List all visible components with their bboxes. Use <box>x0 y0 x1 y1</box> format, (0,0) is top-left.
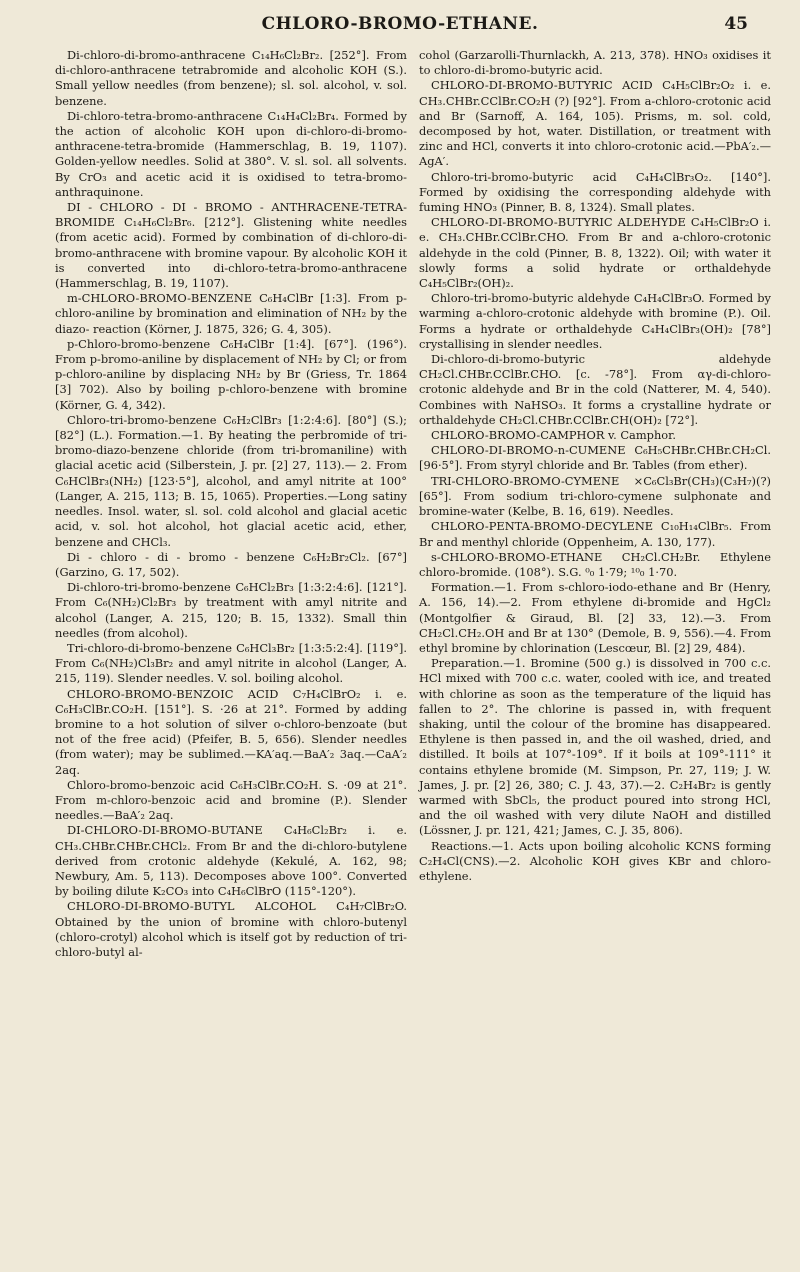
entry-continuation: cohol (Garzarolli-Thurnlackh, A. 213, 378). HNO₃ oxidises it to chloro-di-bromo-butyric acid. <box>419 48 771 78</box>
right-column <box>419 48 771 884</box>
entry: s-CHLORO-BROMO-ETHANE CH₂Cl.CH₂Br. Ethylene chloro-bromide. (108°). S.G. ⁰₀ 1·79; ¹⁰₀ 1·70. <box>419 549 771 579</box>
entry: CHLORO-DI-BROMO-BUTYRIC ALDEHYDE C₄H₅ClBr₂O i. e. CH₃.CHBr.CClBr.CHO. From Br and a-chloro-crotonic aldehyde in the cold (Pinner, B. 8, 1322). Oil; with water it slowly forms a solid hydrate or orthaldehyde C₄H₅ClBr₂(OH)₂. <box>419 215 771 291</box>
entry: Di-chloro-tri-bromo-benzene C₆HCl₂Br₃ [1:3:2:4:6]. [121°]. From C₆(NH₂)Cl₂Br₃ by treatment with amyl nitrite and alcohol (Langer, A. 215, 120; B. 15, 1332). Small thin needles (from alcohol). <box>55 580 407 640</box>
entry: CHLORO-DI-BROMO-BUTYRIC ACID C₄H₅ClBr₂O₂ i. e. CH₃.CHBr.CClBr.CO₂H (?) [92°]. From a-chloro-crotonic acid and Br (Sarnoff, A. 164, 105). Prisms, m. sol. cold, decomposed by hot, water. Distillation, or treatment with zinc and HCl, converts it into chloro-crotonic acid.—PbA′₂.—AgA′. <box>419 78 771 169</box>
entry: m-CHLORO-BROMO-BENZENE C₆H₄ClBr [1:3]. From p-chloro-aniline by bromination and elimination of NH₂ by the diazo- reaction (Körner, J. 1875, 326; G. 4, 305). <box>55 291 407 336</box>
entry: Reactions.—1. Acts upon boiling alcoholic KCNS forming C₂H₄Cl(CNS).—2. Alcoholic KOH gives KBr and chloro-ethylene. <box>419 838 771 883</box>
entry: Chloro-tri-bromo-butyric aldehyde C₄H₄ClBr₃O. Formed by warming a-chloro-crotonic aldehyde with bromine (P.). Oil. Forms a hydrate or orthaldehyde C₄H₄ClBr₃(OH)₂ [78°] crystallising in slender needles. <box>419 291 771 351</box>
entry: Chloro-tri-bromo-benzene C₆H₂ClBr₃ [1:2:4:6]. [80°] (S.); [82°] (L.). Formation.—1. By heating the perbromide of tri-bromo-diazo-benzene chloride (from tri-bromaniline) with glacial acetic acid (Silberstein, J. pr. [2] 27, 113).— 2. From C₆HClBr₃(NH₂) [123·5°], alcohol, and amyl nitrite at 100° (Langer, A. 215, 113; B. 15, 1065). Properties.—Long satiny needles. Insol. water, sl. sol. cold alcohol and glacial acetic acid, v. sol. hot alcohol, hot glacial acetic acid, ether, benzene and CHCl₃. <box>55 412 407 549</box>
entry: DI - CHLORO - DI - BROMO - ANTHRACENE-TETRA-BROMIDE C₁₄H₆Cl₂Br₆. [212°]. Glistening white needles (from acetic acid). Formed by combination of di-chloro-di-bromo-anthracene with bromine vapour. By alcoholic KOH it is converted into di-chloro-tetra-bromo-anthracene (Hammerschlag, B. 19, 1107). <box>55 200 407 291</box>
entry: CHLORO-PENTA-BROMO-DECYLENE C₁₀H₁₄ClBr₅. From Br and menthyl chloride (Oppenheim, A. 130, 177). <box>419 519 771 549</box>
entry: Di-chloro-di-bromo-anthracene C₁₄H₆Cl₂Br₂. [252°]. From di-chloro-anthracene tetrabromide and alcoholic KOH (S.). Small yellow needles (from benzene); sl. sol. alcohol, v. sol. benzene. <box>55 48 407 108</box>
entry: DI-CHLORO-DI-BROMO-BUTANE C₄H₆Cl₂Br₂ i. e. CH₃.CHBr.CHBr.CHCl₂. From Br and the di-chloro-butylene derived from crotonic aldehyde (Kekulé, A. 162, 98; Newbury, Am. 5, 113). Decomposes above 100°. Converted by boiling dilute K₂CO₃ into C₄H₆ClBrO (115°-120°). <box>55 823 407 899</box>
running-title: CHLORO-BROMO-ETHANE. <box>261 14 539 34</box>
entry: Chloro-bromo-benzoic acid C₆H₃ClBr.CO₂H. S. ·09 at 21°. From m-chloro-benzoic acid and bromine (P.). Slender needles.—BaA′₂ 2aq. <box>55 777 407 823</box>
page-header <box>50 14 750 40</box>
entry: TRI-CHLORO-BROMO-CYMENE ×C₆Cl₃Br(CH₃)(C₃H₇)(?) [65°]. From sodium tri-chloro-cymene sulphonate and bromine-water (Kelbe, B. 16, 619). Needles. <box>419 473 771 519</box>
entry: CHLORO-BROMO-CAMPHOR v. Camphor. <box>431 428 676 443</box>
entry: Chloro-tri-bromo-butyric acid C₄H₄ClBr₃O₂. [140°]. Formed by oxidising the corresponding aldehyde with fuming HNO₃ (Pinner, B. 8, 1324). Small plates. <box>419 169 771 215</box>
entry: Formation.—1. From s-chloro-iodo-ethane and Br (Henry, A. 156, 14).—2. From ethylene di-bromide and HgCl₂ (Montgolfier & Giraud, Bl. [2] 33, 12).—3. From CH₂Cl.CH₂.OH and Br at 130° (Demole, B. 9, 556).—4. From ethyl bromine by chlorination (Lescœur, Bl. [2] 29, 484). <box>419 580 771 655</box>
entry: Preparation.—1. Bromine (500 g.) is dissolved in 700 c.c. HCl mixed with 700 c.c. water, cooled with ice, and treated with chlorine as soon as the temperature of the liquid has fallen to 2°. The chlorine is passed in, with frequent shaking, until the colour of the bromine has disappeared. Ethylene is then passed in, and the oil washed, dried, and distilled. It boils at 107°-109°. If it boils at 109°-111° it contains ethylene bromide (M. Simpson, Pr. 27, 119; J. W. James, J. pr. [2] 26, 380; C. J. 43, 37).—2. C₂H₄Br₂ is gently warmed with SbCl₅, the product poured into strong HCl, and the oil washed with very dilute NaOH and distilled (Lössner, J. pr. 121, 421; James, C. J. 35, 806). <box>419 656 771 838</box>
entry: Di-chloro-tetra-bromo-anthracene C₁₄H₄Cl₂Br₄. Formed by the action of alcoholic KOH upon di-chloro-di-bromo-anthracene-tetra-bromide (Hammerschlag, B. 19, 1107). Golden-yellow needles. Solid at 380°. V. sl. sol. all solvents. By CrO₃ and acetic acid it is oxidised to tetra-bromo-anthraquinone. <box>55 108 407 199</box>
entry: CHLORO-DI-BROMO-n-CUMENE C₆H₅CHBr.CHBr.CH₂Cl. [96·5°]. From styryl chloride and Br. Tables (from ether). <box>419 443 771 473</box>
entry: p-Chloro-bromo-benzene C₆H₄ClBr [1:4]. [67°]. (196°). From p-bromo-aniline by displacement of NH₂ by Cl; or from p-chloro-aniline by displacing NH₂ by Br (Griess, Tr. 1864 [3] 702). Also by boiling p-chloro-benzene with bromine (Körner, G. 4, 342). <box>55 336 407 412</box>
entry: Tri-chloro-di-bromo-benzene C₆HCl₃Br₂ [1:3:5:2:4]. [119°]. From C₆(NH₂)Cl₃Br₂ and amyl nitrite in alcohol (Langer, A. 215, 119). Slender needles. V. sol. boiling alcohol. <box>55 640 407 686</box>
left-column <box>55 48 407 960</box>
entry: CHLORO-BROMO-BENZOIC ACID C₇H₄ClBrO₂ i. e. C₆H₃ClBr.CO₂H. [151°]. S. ·26 at 21°. Formed by adding bromine to a hot solution of silver o-chloro-benzoate (but not of the free acid) (Pfeifer, B. 5, 656). Slender needles (from water); may be sublimed.—KA′aq.—BaA′₂ 3aq.—CaA′₂ 2aq. <box>55 686 407 777</box>
entry: CHLORO-DI-BROMO-BUTYL ALCOHOL C₄H₇ClBr₂O. Obtained by the union of bromine with chloro-butenyl (chloro-crotyl) alcohol which is itself got by reduction of tri-chloro-butyl al- <box>55 899 407 959</box>
entry: Di - chloro - di - bromo - benzene C₆H₂Br₂Cl₂. [67°] (Garzino, G. 17, 502). <box>55 549 407 579</box>
entry: Di-chloro-di-bromo-butyric aldehyde CH₂Cl.CHBr.CClBr.CHO. [c. -78°]. From αγ-di-chloro-crotonic aldehyde and Br in the cold (Natterer, M. 4, 540). Combines with NaHSO₃. It forms a crystalline hydrate or orthaldehyde CH₂Cl.CHBr.CClBr.CH(OH)₂ [72°]. <box>419 352 771 427</box>
page-number: 45 <box>724 14 748 34</box>
